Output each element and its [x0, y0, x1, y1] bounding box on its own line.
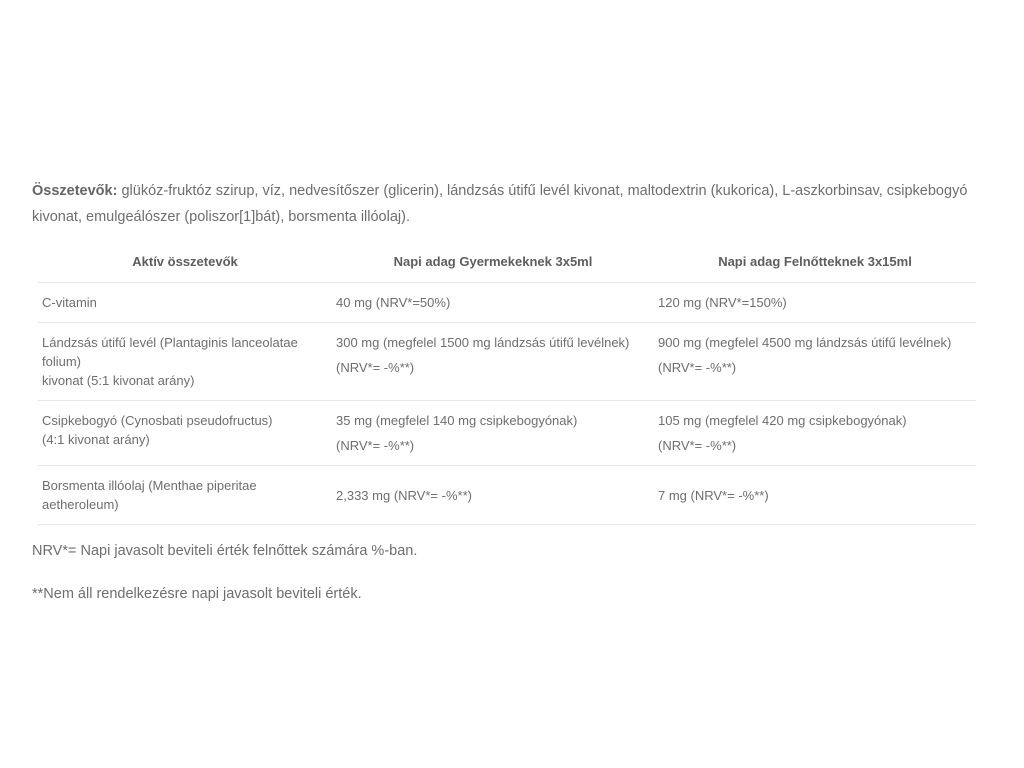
child-dose-line: 2,333 mg (NRV*= -%**) [336, 487, 472, 503]
ingredient-name-line: kivonat (5:1 kivonat arány) [42, 373, 195, 388]
adult-dose-line: 900 mg (megfelel 4500 mg lándzsás útifű levélnek) [658, 335, 952, 350]
child-dose-line: 300 mg (megfelel 1500 mg lándzsás útifű levélnek) [336, 335, 630, 350]
adult-dose [654, 283, 976, 323]
nrv-footnote: NRV*= Napi javasolt beviteli érték felnőttek számára %-ban. [32, 543, 418, 559]
ingredients-paragraph [32, 178, 992, 230]
table-row [38, 466, 976, 525]
ingredient-name [38, 401, 332, 466]
adult-dose [654, 466, 976, 525]
ingredients-text: glükóz-fruktóz szirup, víz, nedvesítőszer (glicerin), lándzsás útifű levél kivonat, maltodextrin (kukorica), L-aszkorbinsav, csipkebogyó kivonat, emulgeálószer (poliszor[1]bát), borsmenta illóolaj). [32, 183, 968, 225]
ingredient-name-line: (4:1 kivonat arány) [42, 432, 150, 447]
child-dose-line: 40 mg (NRV*=50%) [336, 295, 451, 310]
table-row [38, 283, 976, 323]
ingredient-name [38, 323, 332, 401]
ingredient-name-line: Lándzsás útifű levél (Plantaginis lanceolatae folium) [42, 335, 298, 369]
not-available-footnote: **Nem áll rendelkezésre napi javasolt beviteli érték. [32, 586, 362, 602]
table-header-row [38, 242, 976, 283]
ingredient-name-line: Csipkebogyó (Cynosbati pseudofructus) [42, 413, 273, 428]
child-dose-nrv: (NRV*= -%**) [336, 360, 415, 375]
header-child-dose: Napi adag Gyermekeknek 3x5ml [332, 242, 654, 283]
adult-dose-line: 105 mg (megfelel 420 mg csipkebogyónak) [658, 413, 907, 428]
child-dose [332, 401, 654, 466]
child-dose-line: 35 mg (megfelel 140 mg csipkebogyónak) [336, 413, 578, 428]
adult-dose-line: 120 mg (NRV*=150%) [658, 295, 787, 310]
child-dose [332, 466, 654, 525]
child-dose [332, 323, 654, 401]
ingredient-name [38, 466, 332, 525]
adult-dose [654, 323, 976, 401]
table-row [38, 401, 976, 466]
table-row [38, 323, 976, 401]
ingredients-label: Összetevők: [32, 183, 118, 199]
adult-dose-nrv: (NRV*= -%**) [658, 360, 737, 375]
ingredient-name [38, 283, 332, 323]
ingredient-name-line: Borsmenta illóolaj (Menthae piperitae aetheroleum) [42, 478, 257, 512]
child-dose-nrv: (NRV*= -%**) [336, 438, 415, 453]
adult-dose-line: 7 mg (NRV*= -%**) [658, 487, 769, 503]
product-content [32, 178, 992, 602]
child-dose [332, 283, 654, 323]
header-active-ingredients: Aktív összetevők [38, 242, 332, 283]
active-ingredients-table [38, 242, 976, 525]
adult-dose [654, 401, 976, 466]
adult-dose-nrv: (NRV*= -%**) [658, 438, 737, 453]
ingredient-name-line: C-vitamin [42, 295, 97, 310]
header-adult-dose: Napi adag Felnőtteknek 3x15ml [654, 242, 976, 283]
